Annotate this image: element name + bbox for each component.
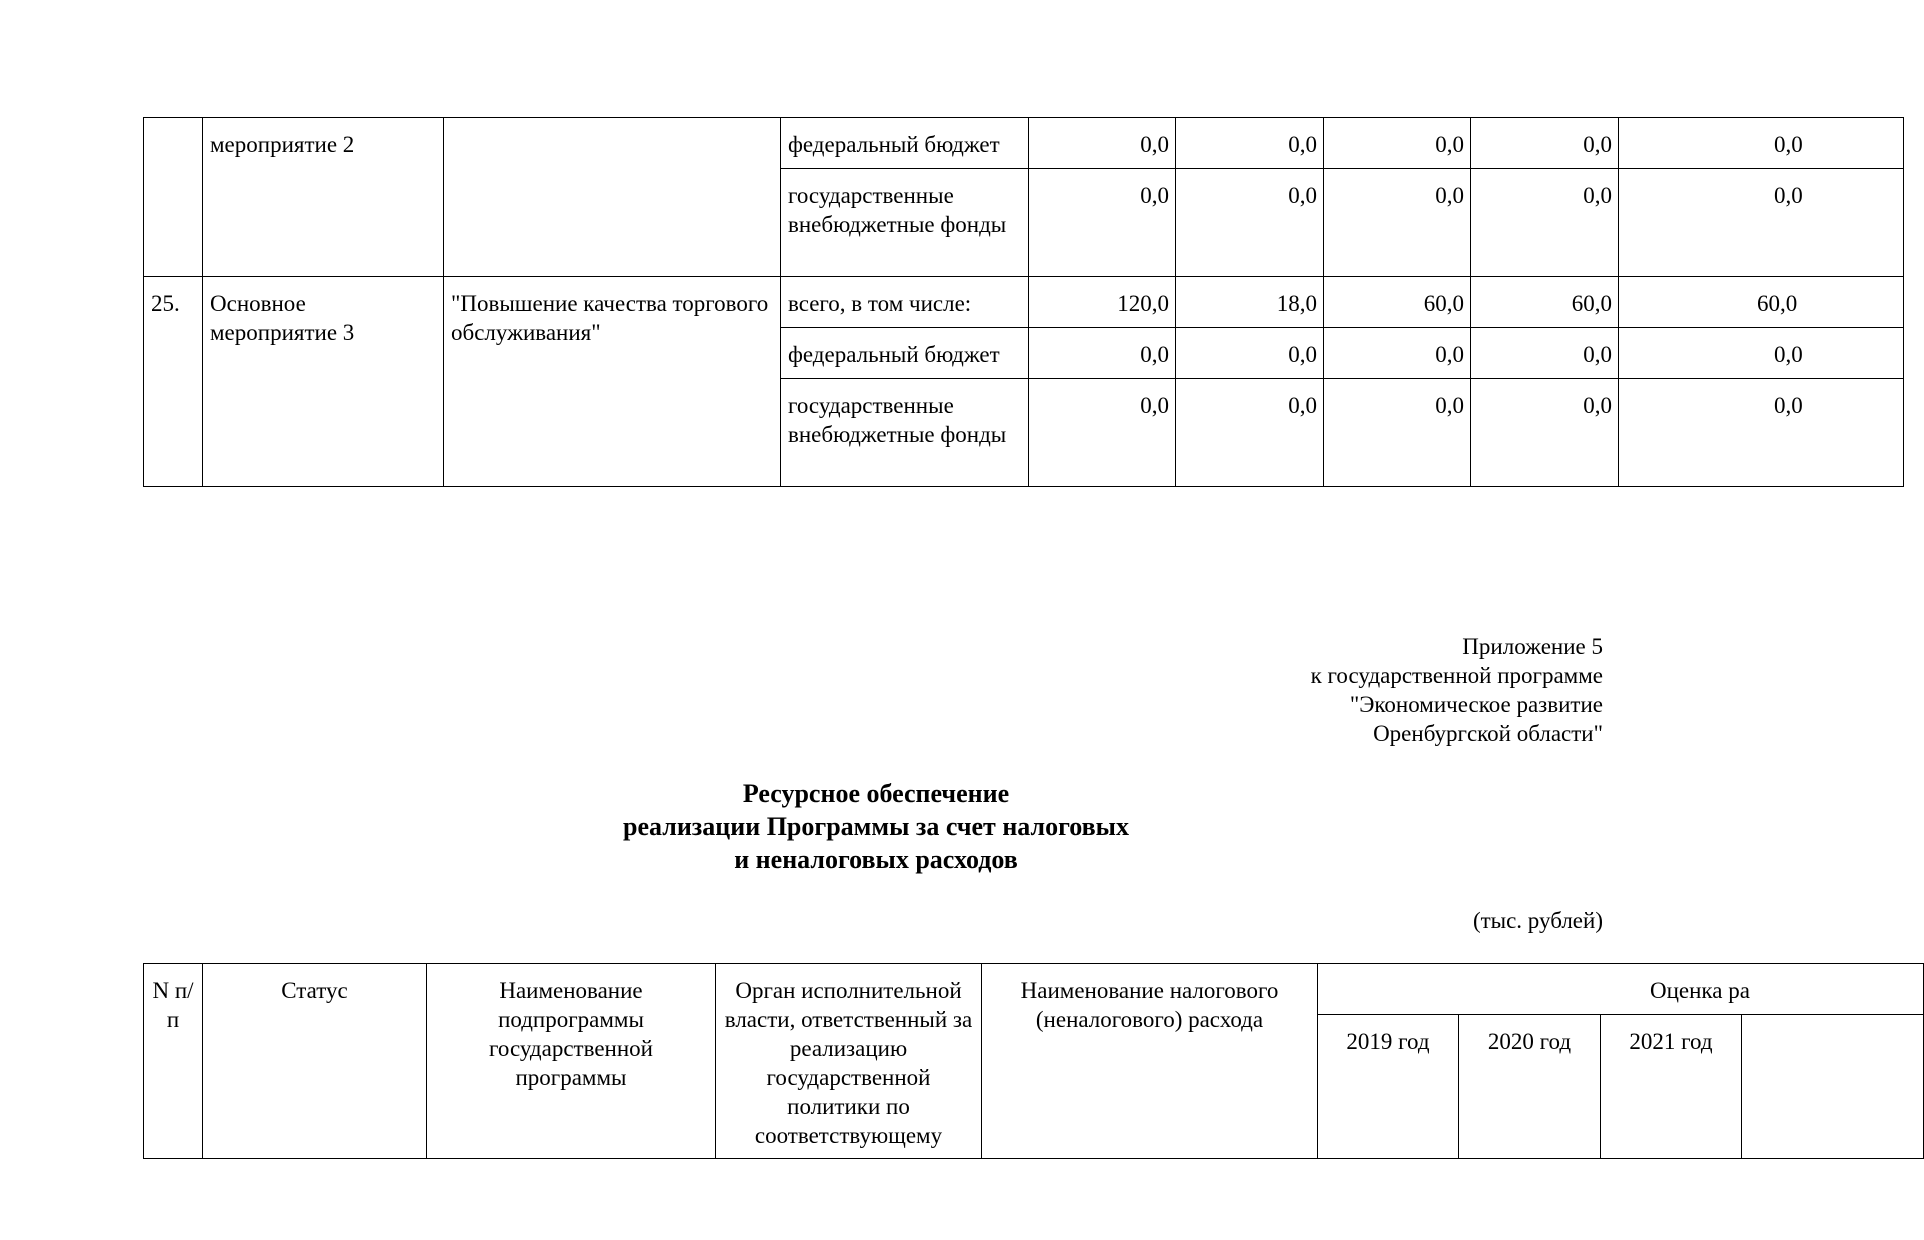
value-cell: 0,0 [1176,328,1324,379]
value-cell: 60,0 [1324,277,1471,328]
value-cell: 0,0 [1324,328,1471,379]
source-cell: федеральный бюджет [781,118,1029,169]
source-cell: федеральный бюджет [781,328,1029,379]
col-header-year: 2021 год [1601,1015,1742,1159]
source-cell: государственные внебюджетные фонды [781,169,1029,277]
value-cell: 60,0 [1619,277,1904,328]
appendix-line: Оренбургской области" [1373,721,1603,746]
value-cell: 0,0 [1029,169,1176,277]
source-cell: государственные внебюджетные фонды [781,379,1029,487]
title-line: реализации Программы за счет налоговых [623,812,1129,841]
funding-table-continuation [143,117,1904,487]
value-cell: 60,0 [1471,277,1619,328]
col-header-expense: Наименование налогового (неналогового) расхода [982,964,1318,1159]
table-row [144,277,1904,328]
source-cell: всего, в том числе: [781,277,1029,328]
table-row [144,118,1904,169]
status-cell: мероприятие 2 [203,118,444,277]
title-line: и неналоговых расходов [734,845,1018,874]
value-cell: 0,0 [1176,379,1324,487]
col-header-status: Статус [203,964,427,1159]
appendix-caption [1311,632,1603,748]
value-cell: 0,0 [1471,169,1619,277]
value-cell: 0,0 [1471,118,1619,169]
value-cell: 0,0 [1324,379,1471,487]
value-cell: 0,0 [1619,169,1904,277]
appendix-line: Приложение 5 [1462,634,1603,659]
value-cell: 0,0 [1176,118,1324,169]
page-title [0,777,1754,876]
col-header-number: N п/п [144,964,203,1159]
col-header-year-next [1742,1015,1924,1159]
tax-expenses-table [143,963,1924,1159]
value-cell: 120,0 [1029,277,1176,328]
value-cell: 0,0 [1029,118,1176,169]
value-cell: 0,0 [1619,328,1904,379]
status-cell: Основное мероприятие 3 [203,277,444,487]
value-cell: 0,0 [1324,118,1471,169]
value-cell: 0,0 [1619,379,1904,487]
value-cell: 0,0 [1176,169,1324,277]
value-cell: 0,0 [1471,328,1619,379]
value-cell: 18,0 [1176,277,1324,328]
row-number: 25. [144,277,203,487]
name-cell [444,118,781,277]
row-number [144,118,203,277]
appendix-line: к государственной программе [1310,663,1603,688]
col-header-organ: Орган исполнительной власти, ответственный за реализацию государственной политики по соответствующему [716,964,982,1159]
table-header-row [144,964,1924,1015]
value-cell: 0,0 [1324,169,1471,277]
col-header-year: 2019 год [1318,1015,1459,1159]
col-header-subprogram: Наименование подпрограммы государственной программы [427,964,716,1159]
col-header-year: 2020 год [1459,1015,1601,1159]
name-cell: "Повышение качества торгового обслуживания" [444,277,781,487]
value-cell: 0,0 [1029,379,1176,487]
units-label: (тыс. рублей) [1472,908,1603,933]
title-line: Ресурсное обеспечение [742,779,1010,808]
value-cell: 0,0 [1029,328,1176,379]
appendix-line: "Экономическое развитие [1349,692,1603,717]
value-cell: 0,0 [1619,118,1904,169]
value-cell: 0,0 [1471,379,1619,487]
col-header-estimate: Оценка ра [1318,964,1924,1015]
